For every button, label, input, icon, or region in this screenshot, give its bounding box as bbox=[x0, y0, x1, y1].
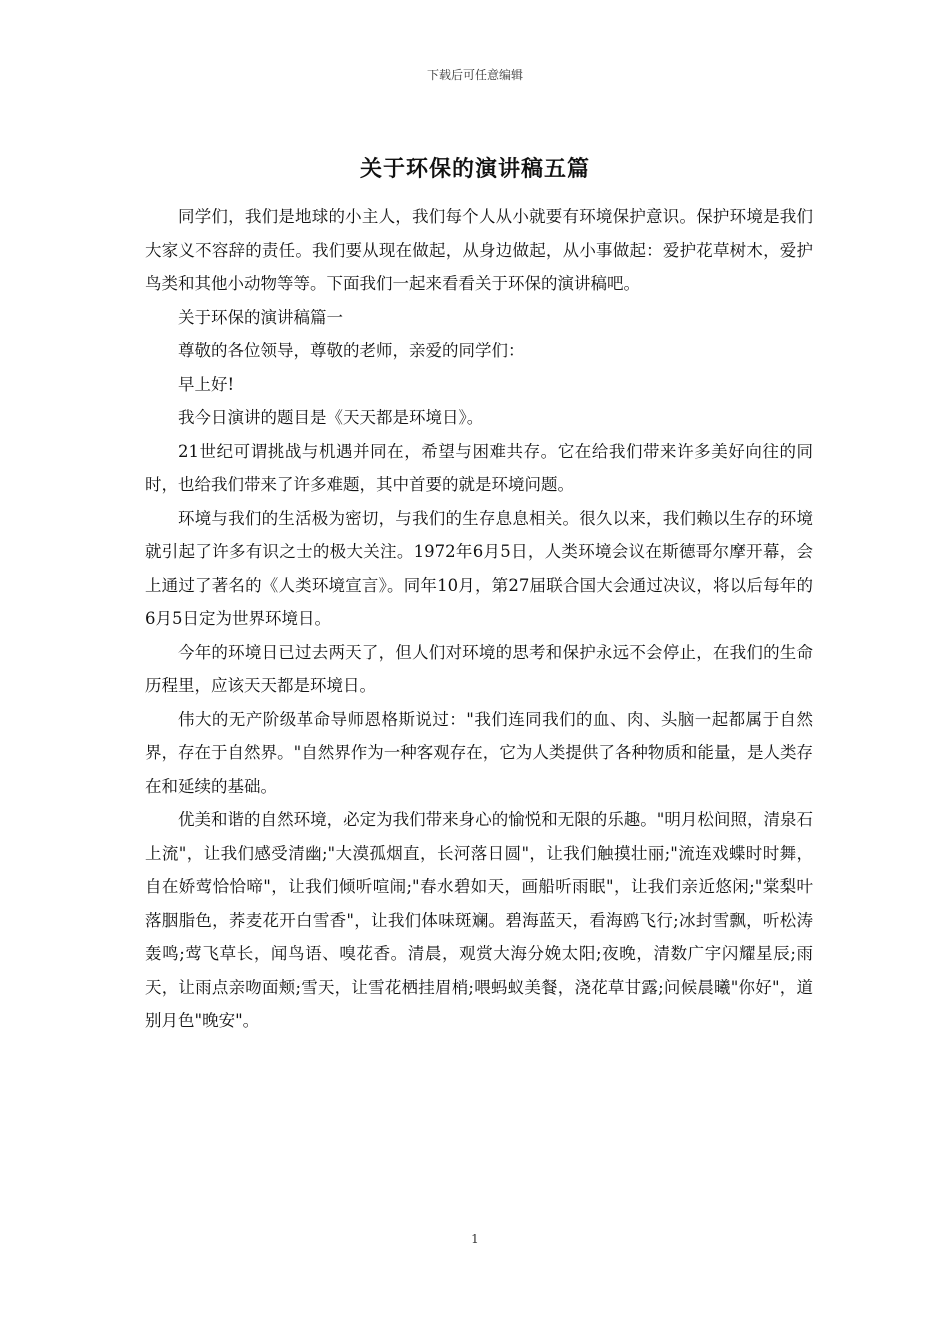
paragraph-body: 今年的环境日已过去两天了，但人们对环境的思考和保护永远不会停止，在我们的生命历程里，应该天天都是环境日。 bbox=[145, 642, 813, 695]
paragraph-intro: 同学们，我们是地球的小主人，我们每个人从小就要有环境保护意识。保护环境是我们大家义不容辞的责任。我们要从现在做起，从身边做起，从小事做起：爱护花草树木，爱护鸟类和其他小动物等等。下面我们一起来看看关于环保的演讲稿吧。 bbox=[145, 207, 813, 293]
paragraph-body: 21世纪可谓挑战与机遇并同在，希望与困难共存。它在给我们带来许多美好向往的同时，也给我们带来了许多难题，其中首要的就是环境问题。 bbox=[145, 441, 813, 494]
page-header: 下载后可任意编辑 bbox=[426, 68, 523, 82]
paragraph-salutation: 尊敬的各位领导，尊敬的老师，亲爱的同学们： bbox=[178, 341, 525, 360]
paragraph-topic: 我今日演讲的题目是《天天都是环境日》。 bbox=[178, 408, 484, 427]
paragraph-section-heading: 关于环保的演讲稿篇一 bbox=[178, 307, 343, 327]
page-number: 1 bbox=[471, 1232, 479, 1246]
document-title: 关于环保的演讲稿五篇 bbox=[359, 156, 590, 182]
document-body bbox=[145, 200, 813, 1038]
paragraph-greeting: 早上好! bbox=[178, 374, 235, 394]
paragraph-body: 优美和谐的自然环境，必定为我们带来身心的愉悦和无限的乐趣。"明月松间照，清泉石上流"，让我们感受清幽;"大漠孤烟直，长河落日圆"，让我们触摸壮丽;"流连戏蝶时时舞，自在娇莺恰恰啼"，让我们倾听喧闹;"春水碧如天，画船听雨眠"，让我们亲近悠闲;"棠梨叶落胭脂色，荞麦花开白雪香"，让我们体味斑斓。碧海蓝天，看海鸥飞行;冰封雪飘，听松涛轰鸣;莺飞草长，闻鸟语、嗅花香。清晨，观赏大海分娩太阳;夜晚，清数广宇闪耀星辰;雨天，让雨点亲吻面颊;雪天，让雪花栖挂眉梢;喂蚂蚁美餐，浇花草甘露;问候晨曦"你好"，道别月色"晚安"。 bbox=[145, 810, 813, 1030]
paragraph-body: 伟大的无产阶级革命导师恩格斯说过："我们连同我们的血、肉、头脑一起都属于自然界，存在于自然界。"自然界作为一种客观存在，它为人类提供了各种物质和能量，是人类存在和延续的基础。 bbox=[145, 709, 813, 796]
paragraph-body: 环境与我们的生活极为密切，与我们的生存息息相关。很久以来，我们赖以生存的环境就引起了许多有识之士的极大关注。1972年6月5日，人类环境会议在斯德哥尔摩开幕，会上通过了著名的《人类环境宣言》。同年10月，第27届联合国大会通过决议，将以后每年的6月5日定为世界环境日。 bbox=[145, 508, 813, 628]
